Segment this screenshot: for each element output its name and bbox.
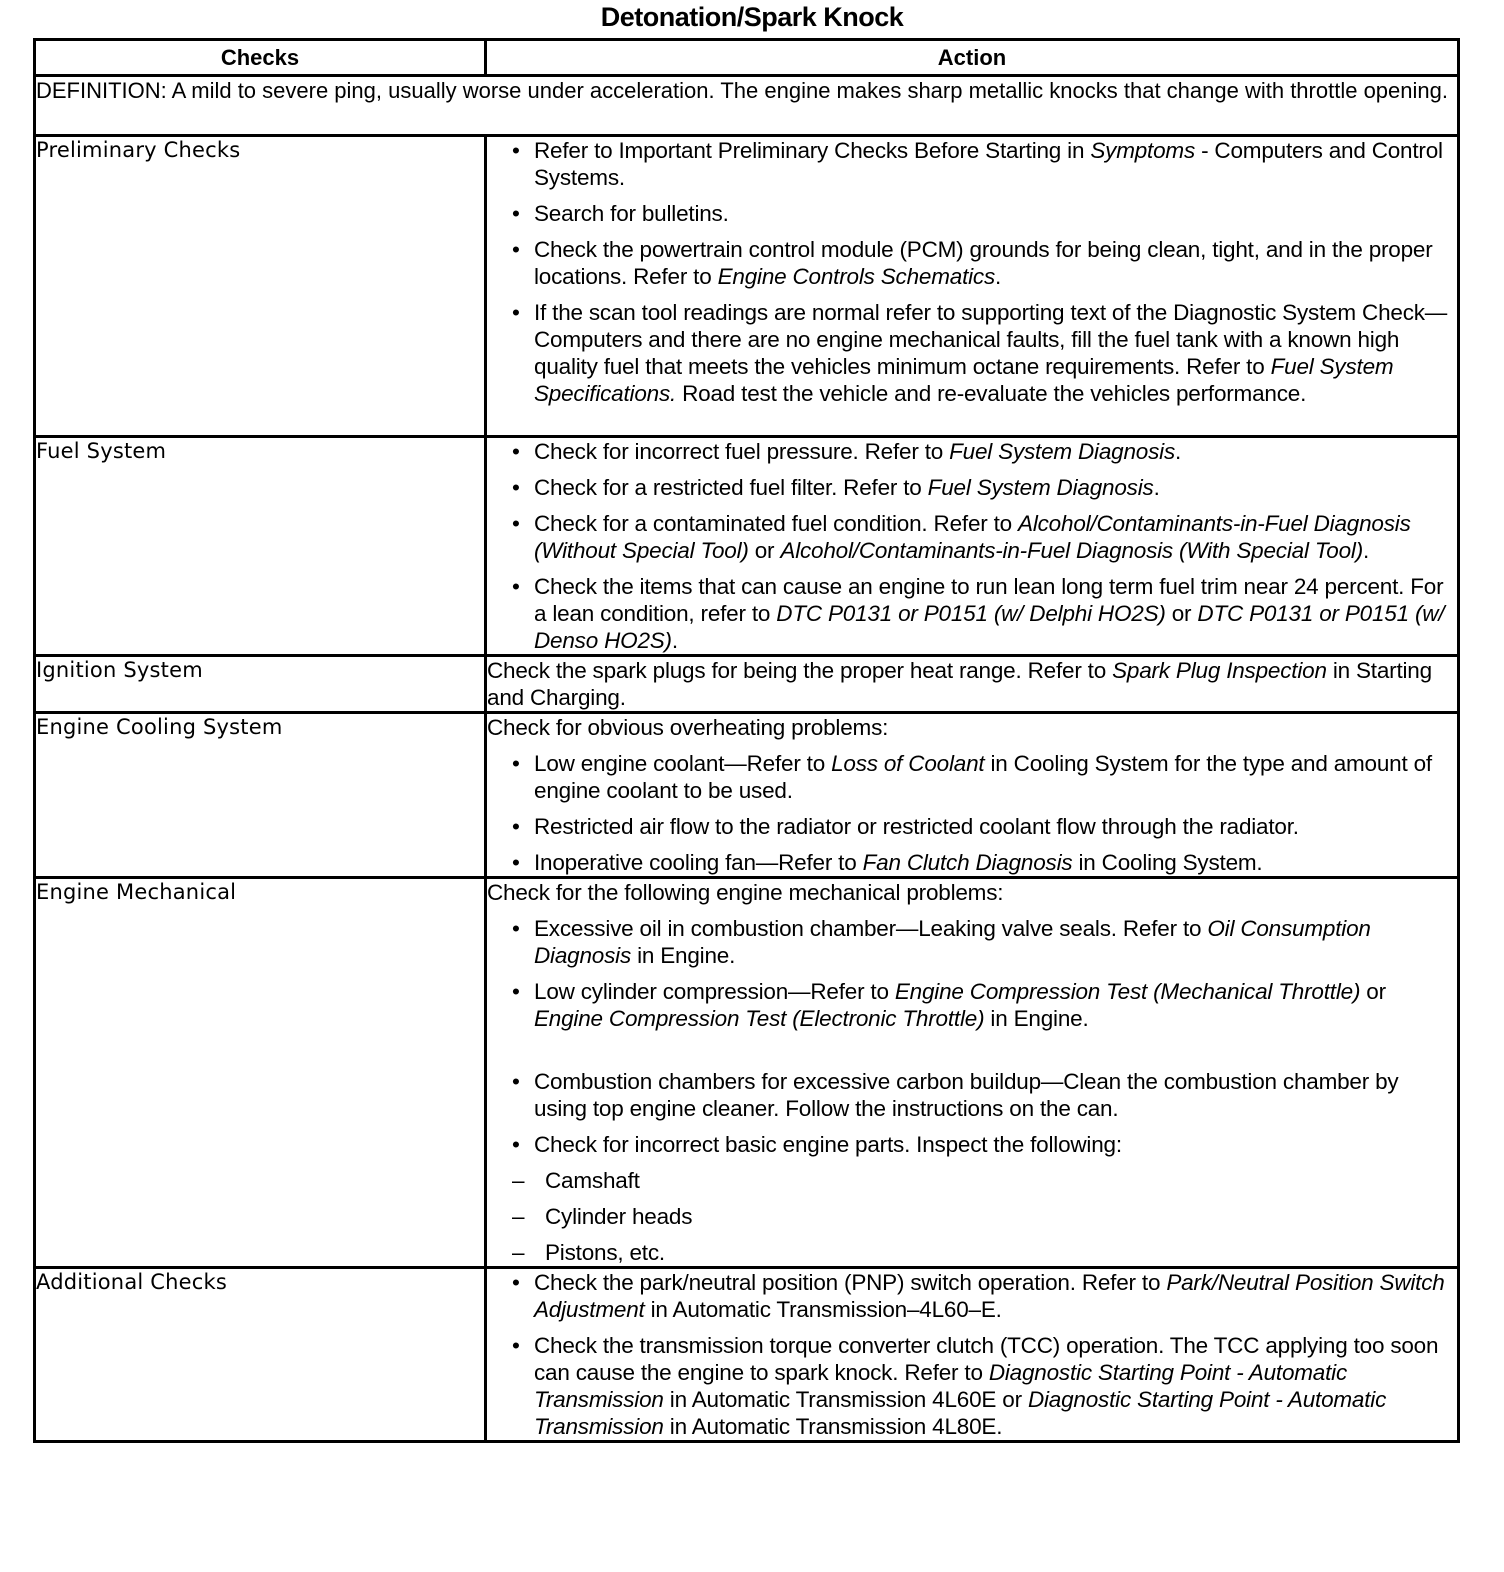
bullet-item: • Refer to Important Preliminary Checks Before Starting in Symptoms - Computers and Control Systems. — [487, 137, 1457, 191]
table-row — [35, 656, 1459, 713]
bullet-item: • Check the transmission torque converter clutch (TCC) operation. The TCC applying too soon can cause the engine to spark knock. Refer to Diagnostic Starting Point - Automatic Transmission in Automatic Transmission 4L60E or Diagnostic Starting Point - Automatic Transmission in Automatic Transmission 4L80E. — [487, 1332, 1457, 1440]
sub-list — [487, 1167, 1457, 1266]
bullet-item: • Check for incorrect basic engine parts. Inspect the following: – Camshaft – Cylinder heads – Pistons, etc. — [487, 1131, 1457, 1266]
table-row — [35, 713, 1459, 878]
action-cell — [486, 1268, 1459, 1442]
bullet-item: • Check for incorrect fuel pressure. Refer to Fuel System Diagnosis. — [487, 438, 1457, 465]
check-label: Engine Mechanical — [35, 878, 486, 1268]
bullet-item: • If the scan tool readings are normal refer to supporting text of the Diagnostic System Check—Computers and there are no engine mechanical faults, fill the fuel tank with a known high quality fuel that meets the vehicles minimum octane requirements. Refer to Fuel System Specifications. Road test the vehicle and re-evaluate the vehicles performance. — [487, 299, 1457, 407]
table-row — [35, 1268, 1459, 1442]
check-label: Ignition System — [35, 656, 486, 713]
header-checks: Checks — [35, 40, 486, 76]
definition-row — [35, 76, 1459, 136]
bullet-item: • Check the items that can cause an engine to run lean long term fuel trim near 24 percent. For a lean condition, refer to DTC P0131 or P0151 (w/ Delphi HO2S) or DTC P0131 or P0151 (w/ Denso HO2S). — [487, 573, 1457, 654]
table-row — [35, 136, 1459, 437]
sub-item: – Cylinder heads — [487, 1203, 1457, 1230]
action-cell — [486, 136, 1459, 437]
action-cell: Check the spark plugs for being the proper heat range. Refer to Spark Plug Inspection in Starting and Charging. — [486, 656, 1459, 713]
bullet-item: • Combustion chambers for excessive carbon buildup—Clean the combustion chamber by using top engine cleaner. Follow the instructions on the can. — [487, 1068, 1457, 1122]
header-row — [35, 40, 1459, 76]
table-row — [35, 437, 1459, 656]
action-cell — [486, 713, 1459, 878]
check-label: Preliminary Checks — [35, 136, 486, 437]
bullet-item: • Low engine coolant—Refer to Loss of Coolant in Cooling System for the type and amount of engine coolant to be used. — [487, 750, 1457, 804]
page-title: Detonation/Spark Knock — [600, 2, 904, 32]
action-intro: Check for the following engine mechanical problems: — [487, 880, 1004, 905]
bullet-item: • Search for bulletins. — [487, 200, 1457, 227]
bullet-item: • Inoperative cooling fan—Refer to Fan Clutch Diagnosis in Cooling System. — [487, 849, 1457, 876]
check-label: Additional Checks — [35, 1268, 486, 1442]
bullet-item: • Check the powertrain control module (PCM) grounds for being clean, tight, and in the proper locations. Refer to Engine Controls Schematics. — [487, 236, 1457, 290]
definition-text: DEFINITION: A mild to severe ping, usually worse under acceleration. The engine makes sharp metallic knocks that change with throttle opening. — [35, 76, 1459, 136]
bullet-item: • Check for a restricted fuel filter. Refer to Fuel System Diagnosis. — [487, 474, 1457, 501]
check-label: Engine Cooling System — [35, 713, 486, 878]
sub-item: – Camshaft — [487, 1167, 1457, 1194]
check-label: Fuel System — [35, 437, 486, 656]
action-intro: Check for obvious overheating problems: — [487, 715, 889, 740]
action-cell — [486, 437, 1459, 656]
diagnostic-table — [33, 38, 1460, 1443]
bullet-item: • Check the park/neutral position (PNP) switch operation. Refer to Park/Neutral Position Switch Adjustment in Automatic Transmission–4L60–E. — [487, 1269, 1457, 1323]
bullet-item: • Check for a contaminated fuel condition. Refer to Alcohol/Contaminants-in-Fuel Diagnosis (Without Special Tool) or Alcohol/Contaminants-in-Fuel Diagnosis (With Special Tool). — [487, 510, 1457, 564]
sub-item: – Pistons, etc. — [487, 1239, 1457, 1266]
table-row — [35, 878, 1459, 1268]
action-cell — [486, 878, 1459, 1268]
bullet-item: • Low cylinder compression—Refer to Engine Compression Test (Mechanical Throttle) or Engine Compression Test (Electronic Throttle) in Engine. — [487, 978, 1457, 1032]
bullet-item: • Restricted air flow to the radiator or restricted coolant flow through the radiator. — [487, 813, 1457, 840]
header-action: Action — [486, 40, 1459, 76]
bullet-item: • Excessive oil in combustion chamber—Leaking valve seals. Refer to Oil Consumption Diagnosis in Engine. — [487, 915, 1457, 969]
